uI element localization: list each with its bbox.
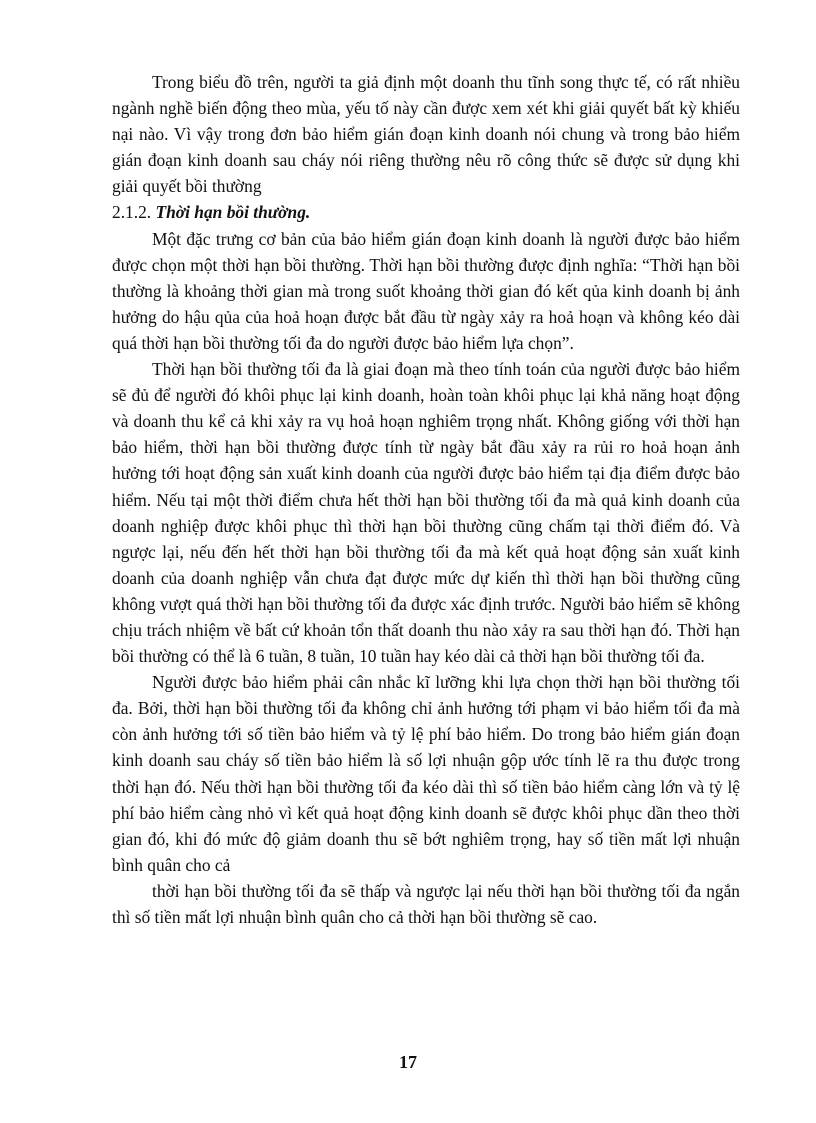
paragraph-definition: Một đặc trưng cơ bản của bảo hiểm gián đoạn kinh doanh là người được bảo hiểm được chọn một thời hạn bồi thường. Thời hạn bồi thường được định nghĩa: “Thời hạn bồi thường là khoảng thời gian mà trong suốt khoảng thời gian đó kết qủa kinh doanh bị ảnh hưởng do hậu qủa của hoả hoạn được bắt đầu từ ngày xảy ra hoả hoạn và không kéo dài quá thời hạn bồi thường tối đa do người được bảo hiểm lựa chọn”. <box>112 228 740 353</box>
paragraph-maximum-period: Thời hạn bồi thường tối đa là giai đoạn mà theo tính toán của người được bảo hiểm sẽ đủ để người đó khôi phục lại kinh doanh, hoàn toàn khôi phục lại khả năng hoạt động và doanh thu kể cả khi xảy ra vụ hoả hoạn nghiêm trọng nhất. Không giống với thời hạn bảo hiểm, thời hạn bồi thường được tính từ ngày bắt đầu xảy ra rủi ro hoả hoạn ảnh hưởng tới hoạt động sản xuất kinh doanh của người được bảo hiểm tại địa điểm được bảo hiểm. Nếu tại một thời điểm chưa hết thời hạn bồi thường tối đa mà quả kinh doanh của doanh nghiệp được khôi phục thì thời hạn bồi thường cũng chấm tại thời điểm đó. Và ngược lại, nếu đến hết thời hạn bồi thường tối đa mà kết quả hoạt động sản xuất kinh doanh của doanh nghiệp vẫn chưa đạt được mức dự kiến thì thời hạn bồi thường cũng không vượt quá thời hạn bồi thường tối đa được xác định trước. Người bảo hiểm sẽ không chịu trách nhiệm về bất cứ khoản tổn thất doanh thu nào xảy ra sau thời hạn đó. Thời hạn bồi thường có thể là 6 tuần, 8 tuần, 10 tuần hay kéo dài cả thời hạn bồi thường tối đa. <box>112 359 740 667</box>
section-title: Thời hạn bồi thường. <box>155 202 311 223</box>
page-number: 17 <box>399 1052 417 1072</box>
document-page <box>112 69 740 930</box>
section-number: 2.1.2. <box>112 202 152 223</box>
paragraph-choice-considerations: Người được bảo hiểm phải cân nhắc kĩ lưỡng khi lựa chọn thời hạn bồi thường tối đa. Bởi, thời hạn bồi thường tối đa không chỉ ảnh hưởng tới phạm vi bảo hiểm tối đa mà còn ảnh hưởng tới số tiền bảo hiểm và tỷ lệ phí bảo hiểm. Do trong bảo hiểm gián đoạn kinh doanh sau cháy số tiền bảo hiểm là số lợi nhuận gộp ước tính lẽ ra thu được trong thời hạn đó. Nếu thời hạn bồi thường tối đa kéo dài thì số tiền bảo hiểm càng lớn và tỷ lệ phí bảo hiểm càng nhỏ vì kết quả hoạt động kinh doanh sẽ được khôi phục dần theo thời gian đó, khi đó mức độ giảm doanh thu sẽ bớt nghiêm trọng, hay số tiền mất lợi nhuận bình quân cho cả <box>112 672 740 875</box>
intro-paragraph: Trong biểu đồ trên, người ta giả định một doanh thu tĩnh song thực tế, có rất nhiều ngành nghề biến động theo mùa, yếu tố này cần được xem xét khi giải quyết bất kỳ khiếu nại nào. Vì vậy trong đơn bảo hiểm gián đoạn kinh doanh nói chung và trong bảo hiểm gián đoạn kinh doanh sau cháy nói riêng thường nêu rõ công thức sẽ được sử dụng khi giải quyết bồi thường <box>112 72 740 197</box>
section-heading <box>112 199 740 225</box>
paragraph-conclusion: thời hạn bồi thường tối đa sẽ thấp và ngược lại nếu thời hạn bồi thường tối đa ngắn thì số tiền mất lợi nhuận bình quân cho cả thời hạn bồi thường sẽ cao. <box>112 880 740 927</box>
